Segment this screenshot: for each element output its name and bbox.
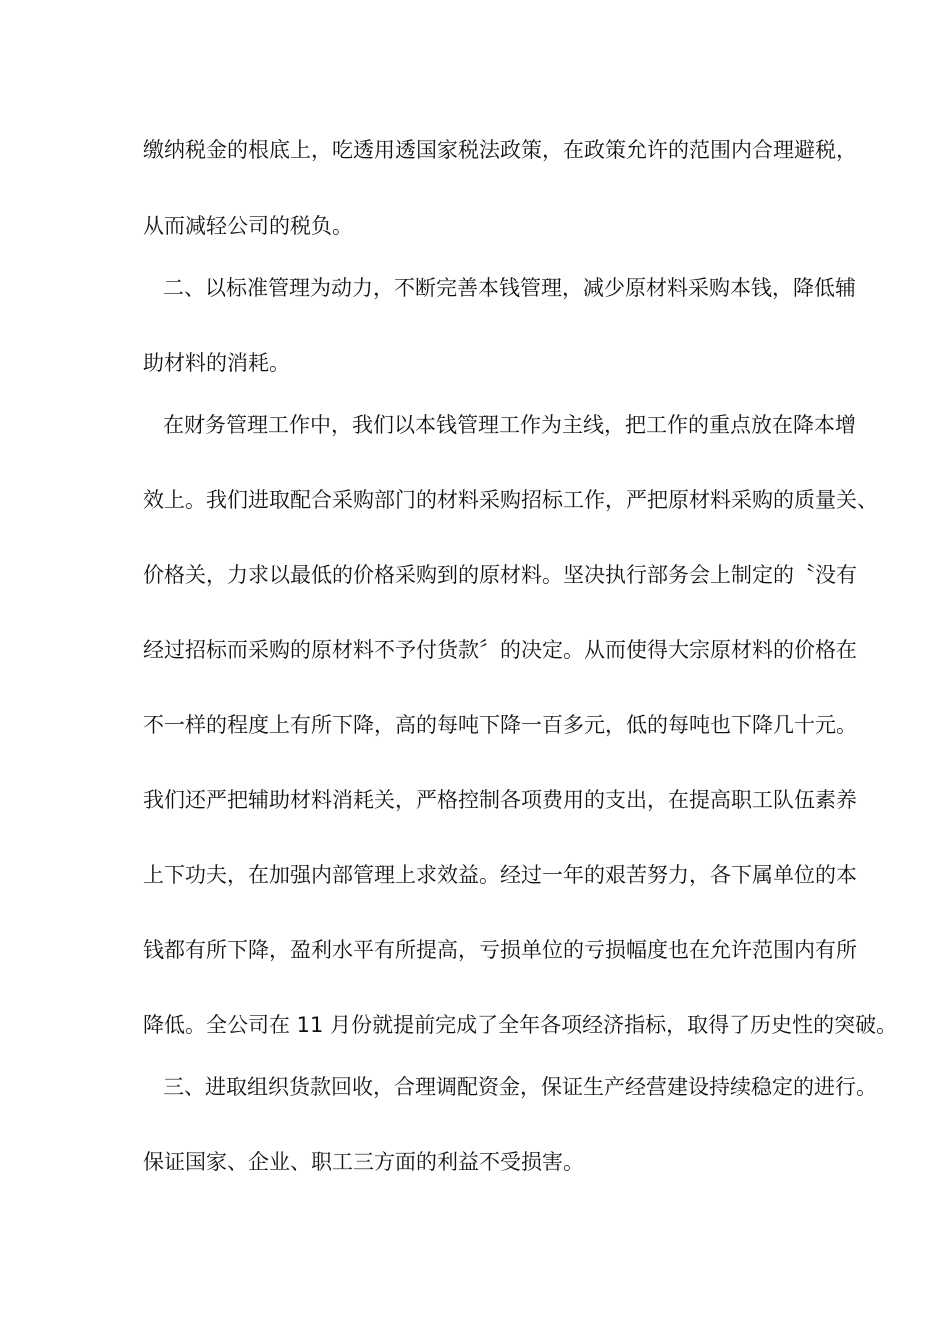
- text-line: 降低。全公司在 11 月份就提前完成了全年各项经济指标，取得了历史性的突破。: [143, 1013, 898, 1037]
- text-line: 钱都有所下降，盈利水平有所提高，亏损单位的亏损幅度也在允许范围内有所: [143, 938, 857, 962]
- text-line: 助材料的消耗。: [143, 351, 290, 375]
- section-heading: 三、进取组织货款回收，合理调配资金，保证生产经营建设持续稳定的进行。: [163, 1075, 877, 1099]
- text-line: 缴纳税金的根底上，吃透用透国家税法政策，在政策允许的范围内合理避税，: [143, 138, 857, 162]
- text-line: 在财务管理工作中，我们以本钱管理工作为主线，把工作的重点放在降本增: [163, 413, 856, 437]
- section-heading: 二、以标准管理为动力，不断完善本钱管理，减少原材料采购本钱，降低辅: [163, 276, 856, 300]
- text-line: 经过招标而采购的原材料不予付货款〞的决定。从而使得大宗原材料的价格在: [143, 638, 857, 662]
- text-line: 我们还严把辅助材料消耗关，严格控制各项费用的支出，在提高职工队伍素养: [143, 788, 857, 812]
- text-line: 效上。我们进取配合采购部门的材料采购招标工作，严把原材料采购的质量关、: [143, 488, 878, 512]
- text-line: 上下功夫，在加强内部管理上求效益。经过一年的艰苦努力，各下属单位的本: [143, 863, 857, 887]
- text-line: 从而减轻公司的税负。: [143, 214, 353, 238]
- text-line: 保证国家、企业、职工三方面的利益不受损害。: [143, 1150, 584, 1174]
- text-line: 价格关，力求以最低的价格采购到的原材料。坚决执行部务会上制定的〝没有: [143, 563, 857, 587]
- text-line: 不一样的程度上有所下降，高的每吨下降一百多元，低的每吨也下降几十元。: [143, 713, 857, 737]
